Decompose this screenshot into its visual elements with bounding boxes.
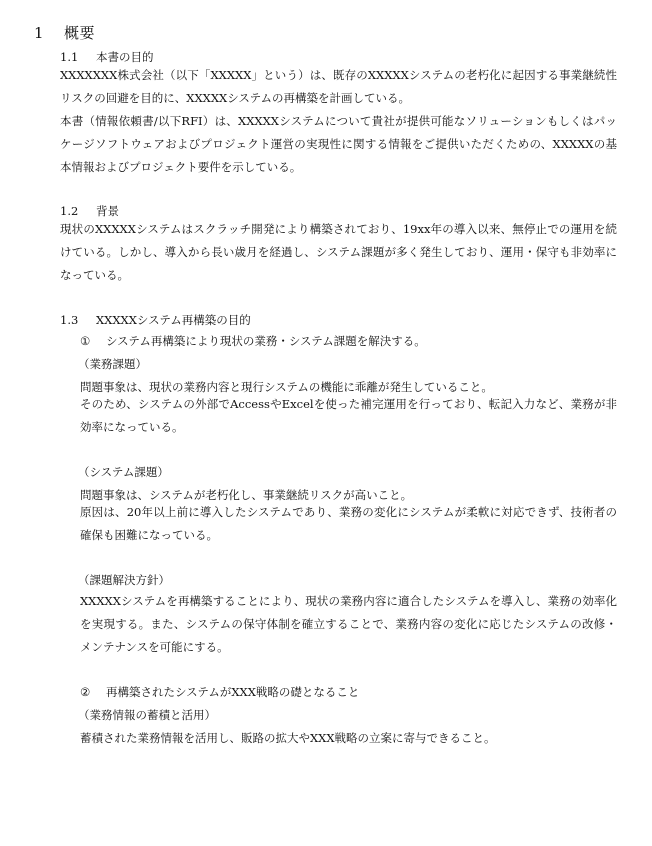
subsection-heading-1-1 — [60, 49, 154, 65]
subsection-number: 1.1 — [60, 50, 79, 64]
purpose-paragraph-1: XXXXXXX株式会社（以下「XXXXX」という）は、既存のXXXXXシステムの老朽化に起因する事業継続性リスクの回避を目的に、XXXXXシステムの再構築を計画している。 — [60, 68, 617, 105]
system-issue-heading: （システム課題） — [78, 465, 169, 479]
subsection-title: 本書の目的 — [96, 50, 154, 64]
background-paragraph: 現状のXXXXXシステムはスクラッチ開発により構築されており、19xx年の導入以来、無停止での運用を続けている。しかし、導入から長い歳月を経過し、システム課題が多く発生しており、運用・保守も非効率になっている。 — [60, 222, 617, 282]
item-text: 再構築されたシステムがXXX戦略の礎となること — [106, 685, 360, 699]
system-issue-paragraph: 原因は、20年以上前に導入したシステムであり、業務の変化にシステムが柔軟に対応できず、技術者の確保も困難になっている。 — [80, 505, 617, 542]
business-issue-paragraph: そのため、システムの外部でAccessやExcelを使った補完運用を行っており、転記入力など、業務が非効率になっている。 — [80, 397, 617, 434]
info-accumulation-line: 蓄積された業務情報を活用し、販路の拡大やXXX戦略の立案に寄与できること。 — [80, 731, 496, 745]
purpose-paragraph-2: 本書（情報依頼書/以下RFI）は、XXXXXシステムについて貴社が提供可能なソリューションもしくはパッケージソフトウェアおよびプロジェクト運営の実現性に関する情報をご提供いただくための、XXXXXの基本情報およびプロジェクト要件を示している。 — [60, 114, 617, 174]
subsection-heading-1-3 — [60, 312, 251, 328]
objective-item-2 — [80, 684, 359, 700]
system-issue-line: 問題事象は、システムが老朽化し、事業継続リスクが高いこと。 — [80, 488, 413, 502]
subsection-title: XXXXXシステム再構築の目的 — [96, 313, 251, 327]
item-text: システム再構築により現状の業務・システム課題を解決する。 — [106, 334, 426, 348]
subsection-number: 1.2 — [60, 204, 79, 218]
section-number: 1 — [34, 24, 45, 42]
subsection-number: 1.3 — [60, 313, 79, 327]
business-issue-line: 問題事象は、現状の業務内容と現行システムの機能に乖離が発生していること。 — [80, 380, 493, 394]
section-title: 概要 — [64, 24, 96, 42]
objective-item-1 — [80, 333, 426, 349]
solution-paragraph: XXXXXシステムを再構築することにより、現状の業務内容に適合したシステムを導入し、業務の効率化を実現する。また、システムの保守体制を確立することで、業務内容の変化に応じたシステムの改修・メンテナンスを可能にする。 — [80, 594, 617, 654]
info-accumulation-heading: （業務情報の蓄積と活用） — [78, 708, 216, 722]
subsection-title: 背景 — [96, 204, 119, 218]
solution-heading: （課題解決方針） — [78, 573, 170, 587]
item-marker: ② — [80, 685, 91, 699]
item-marker: ① — [80, 334, 91, 348]
subsection-heading-1-2 — [60, 203, 119, 219]
business-issue-heading: （業務課題） — [78, 357, 147, 371]
section-heading — [34, 22, 95, 43]
